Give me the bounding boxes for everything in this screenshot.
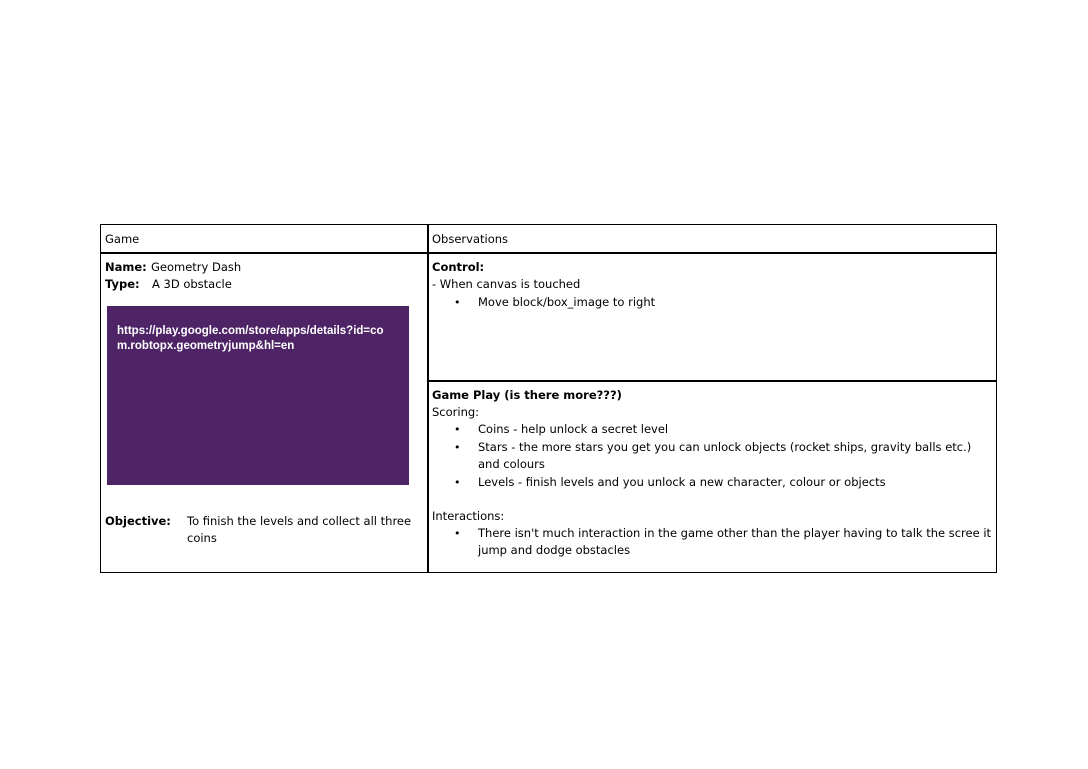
- objective-label: Objective:: [105, 514, 171, 528]
- name-label: Name:: [105, 260, 147, 274]
- list-item: • Coins - help unlock a secret level: [454, 422, 669, 436]
- control-heading: Control:: [432, 260, 485, 274]
- list-item: • Levels - finish levels and you unlock a new character, colour or objects: [454, 475, 886, 489]
- bullet-icon: •: [454, 423, 461, 436]
- game-image-placeholder: [107, 306, 409, 485]
- header-observations: Observations: [432, 232, 509, 246]
- observation-table: [100, 224, 997, 573]
- control-line: - When canvas is touched: [432, 277, 581, 291]
- header-divider: [101, 252, 996, 254]
- gameplay-heading: Game Play (is there more???): [432, 388, 622, 402]
- control-bullets: [432, 294, 992, 311]
- column-divider: [427, 225, 429, 572]
- bullet-icon: •: [454, 296, 461, 309]
- objective-value-line2: coins: [187, 531, 217, 545]
- type-label: Type:: [105, 277, 140, 291]
- name-value: Geometry Dash: [151, 260, 242, 274]
- store-link[interactable]: https://play.google.com/store/apps/details?id=com.robtopx.geometryjump&hl=en: [117, 325, 384, 352]
- list-item: • Move block/box_image to right: [454, 295, 656, 309]
- list-item: • There isn't much interaction in the game other than the player having to talk the scree it jump and dodge obstacles: [454, 526, 992, 557]
- type-value: A 3D obstacle: [152, 277, 232, 291]
- objective-value-line1: To finish the levels and collect all three: [187, 514, 412, 528]
- scoring-label: Scoring:: [432, 405, 480, 419]
- observations-row-divider: [427, 380, 996, 382]
- header-game: Game: [105, 232, 140, 246]
- bullet-icon: •: [454, 441, 461, 454]
- interactions-bullets: [432, 525, 992, 559]
- bullet-icon: •: [454, 476, 461, 489]
- interactions-label: Interactions:: [432, 509, 505, 523]
- bullet-icon: •: [454, 527, 461, 540]
- list-item: • Stars - the more stars you get you can unlock objects (rocket ships, gravity balls etc.) and colours: [454, 440, 972, 471]
- scoring-bullets: [432, 421, 992, 491]
